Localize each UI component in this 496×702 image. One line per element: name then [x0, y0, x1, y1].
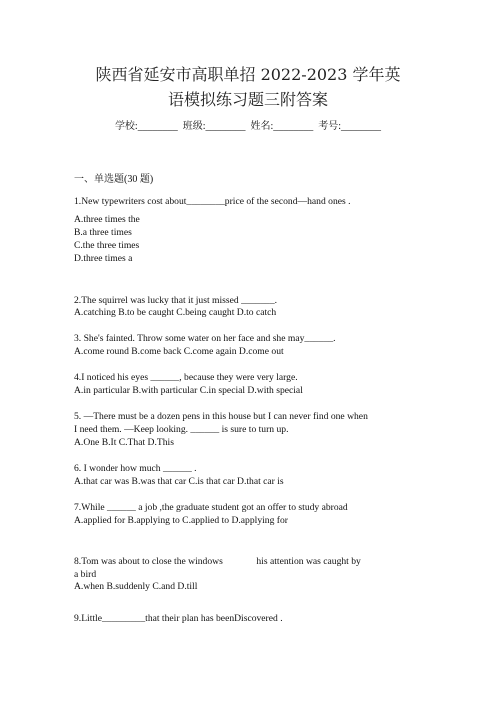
option-line: B.a three times: [74, 227, 132, 238]
question-8: 8.Tom was about to close the windows his attention was caught by: [74, 556, 361, 567]
document-title-line-1: 陕西省延安市高职单招 2022-2023 学年英: [95, 65, 401, 84]
question-5-continued: I need them. —Keep looking. ______ is sure to turn up.: [74, 424, 289, 435]
question-7: 7.While ______ a job ,the graduate student got an offer to study abroad: [74, 502, 348, 513]
option-line: A.One B.It C.That D.This: [74, 437, 174, 448]
option-line: A.applied for B.applying to C.applied to D.applying for: [74, 515, 288, 526]
option-line: D.three times a: [74, 253, 133, 264]
question-4: 4.I noticed his eyes ______, because they were very large.: [74, 372, 298, 383]
question-8-continued: a bird: [74, 569, 97, 580]
section-heading: 一、单选题(30 题): [74, 174, 154, 185]
question-2: 2.The squirrel was lucky that it just missed _______.: [74, 295, 278, 306]
option-line: C.the three times: [74, 240, 140, 251]
option-line: A.that car was B.was that car C.is that car D.that car is: [74, 476, 284, 487]
student-info-line: 学校:________ 班级:________ 姓名:________ 考号:________: [114, 121, 382, 132]
option-line: A.when B.suddenly C.and D.till: [74, 581, 198, 592]
option-line: A.three times the: [74, 214, 140, 225]
question-3: 3. She's fainted. Throw some water on her face and she may______.: [74, 333, 336, 344]
option-line: A.catching B.to be caught C.being caught D.to catch: [74, 307, 277, 318]
question-5: 5. —There must be a dozen pens in this house but I can never find one when: [74, 411, 368, 422]
document-title-line-2: 语模拟练习题三附答案: [167, 90, 328, 109]
question-6: 6. I wonder how much ______ .: [74, 463, 197, 474]
option-line: A.come round B.come back C.come again D.come out: [74, 346, 284, 357]
option-line: A.in particular B.with particular C.in special D.with special: [74, 385, 303, 396]
question-9: 9.Little_________that their plan has beenDiscovered .: [74, 613, 283, 624]
question-1: 1.New typewriters cost about________price of the second—hand ones .: [74, 196, 351, 207]
